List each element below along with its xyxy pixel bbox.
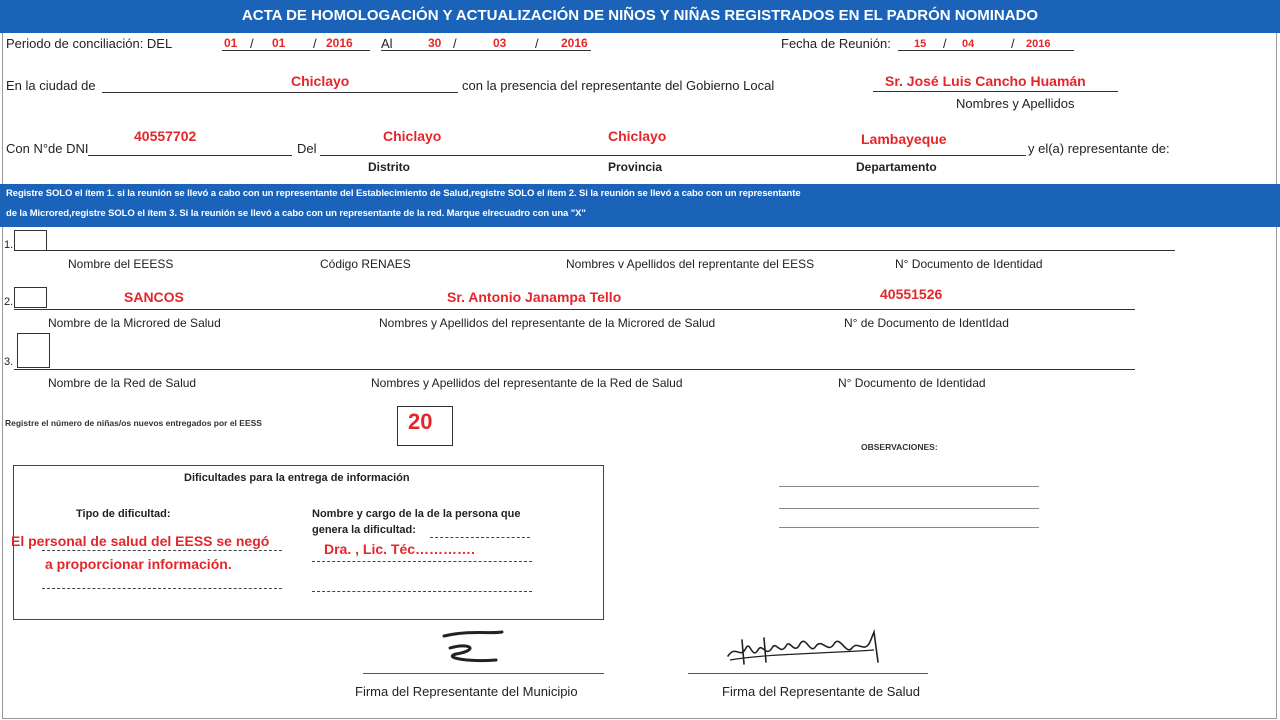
period-from-month: 01	[272, 36, 286, 50]
difficulty-type-label: Tipo de dificultad:	[76, 508, 171, 520]
item-1-number: 1.	[4, 239, 14, 251]
item-3-caption-name: Nombre de la Red de Salud	[48, 376, 197, 390]
municipality-signature-line	[363, 673, 604, 674]
item-2-line	[14, 309, 1135, 310]
local-rep-caption: Nombres y Apellidos	[956, 96, 1075, 111]
period-to-month: 03	[493, 36, 507, 50]
observations-label: OBSERVACIONES:	[861, 442, 938, 452]
health-signature-line	[688, 673, 928, 674]
meeting-day: 15	[914, 38, 927, 50]
item-2-checkbox[interactable]	[14, 287, 47, 308]
item-3-line	[14, 369, 1135, 370]
difficulty-type-dash-2	[42, 588, 282, 589]
instruction-band	[0, 184, 1280, 227]
period-sep: /	[313, 36, 317, 51]
difficulties-title: Dificultades para la entrega de información	[184, 472, 410, 484]
period-to-year: 2016	[561, 36, 588, 50]
district-caption: Distrito	[368, 160, 410, 174]
item-3-number: 3.	[4, 356, 14, 368]
period-sep: /	[250, 36, 254, 51]
difficulty-person-dash-2	[312, 591, 532, 592]
represents-label: y el(a) representante de:	[1028, 141, 1170, 156]
difficulty-person-label-1: Nombre y cargo de la de la persona que	[312, 508, 521, 520]
difficulty-type-value-2: a proporcionar información.	[45, 556, 232, 572]
difficulty-person-value: Dra. , Lic. Téc………….	[324, 541, 475, 557]
difficulty-person-dash-1	[312, 561, 532, 562]
item-3-caption-rep: Nombres y Apellidos del representante de la Red de Salud	[371, 376, 683, 390]
new-children-label: Registre el número de niñas/os nuevos entregados por el EESS	[5, 418, 262, 428]
period-al-label: Al	[381, 36, 393, 51]
item-1-caption-rep: Nombres v Apellidos del reprentante del EESS	[566, 257, 815, 271]
department-caption: Departamento	[856, 160, 937, 174]
period-to-day: 30	[428, 36, 442, 50]
new-children-value: 20	[408, 409, 433, 434]
instruction-line-1: Registre SOLO el ítem 1. si la reunión se llevó a cabo con un representante del Establecimiento de Salud,registre SOLO el ítem 2. Si la reunión se llevó a cabo con un representante	[6, 188, 801, 199]
new-children-box[interactable]	[397, 406, 453, 446]
department-value: Lambayeque	[861, 131, 947, 147]
item-3-checkbox[interactable]	[17, 333, 50, 368]
item-2-caption-name: Nombre de la Microred de Salud	[48, 316, 221, 330]
difficulty-person-label-2: genera la dificultad:	[312, 524, 416, 536]
period-label: Periodo de conciliación: DEL	[6, 36, 173, 51]
local-rep-value: Sr. José Luis Cancho Huamán	[885, 73, 1086, 89]
difficulty-type-value-1: El personal de salud del EESS se negó	[11, 533, 270, 549]
meeting-year: 2016	[1026, 38, 1051, 50]
item-1-checkbox[interactable]	[14, 230, 47, 251]
item-1-caption-code: Código RENAES	[320, 257, 411, 271]
municipality-signature-caption: Firma del Representante del Municipio	[355, 684, 578, 699]
dni-value: 40557702	[134, 128, 197, 144]
presence-label: con la presencia del representante del Gobierno Local	[462, 78, 775, 93]
period-from-year: 2016	[326, 36, 353, 50]
item-2-doc-value: 40551526	[880, 286, 943, 302]
dni-line	[88, 155, 292, 156]
city-label: En la ciudad de	[6, 78, 96, 93]
instruction-line-2: de la Microred,registre SOLO el ítem 3. Si la reunión se llevó a cabo con un representante de la red. Marque elrecuadro con una "X"	[6, 208, 586, 219]
item-1-caption-name: Nombre del EEESS	[68, 257, 174, 271]
difficulty-type-dash-1	[42, 550, 282, 551]
period-to-line	[381, 50, 591, 51]
meeting-month: 04	[962, 38, 975, 50]
meeting-sep: /	[1011, 36, 1015, 51]
item-1-caption-doc: N° Documento de Identidad	[895, 257, 1043, 271]
health-signature-icon	[724, 626, 886, 672]
item-2-rep-value: Sr. Antonio Janampa Tello	[447, 289, 622, 305]
province-caption: Provincia	[608, 160, 663, 174]
item-2-number: 2.	[4, 296, 14, 308]
period-from-line	[222, 50, 370, 51]
difficulty-person-dash-0	[430, 537, 530, 538]
province-value: Chiclayo	[608, 128, 667, 144]
form-title: ACTA DE HOMOLOGACIÓN Y ACTUALIZACIÓN DE NIÑOS Y NIÑAS REGISTRADOS EN EL PADRÓN NOMINADO	[0, 0, 1280, 33]
item-2-caption-doc: N° de Documento de IdentIdad	[844, 316, 1009, 330]
city-value: Chiclayo	[291, 73, 350, 89]
observations-line-2	[779, 508, 1039, 509]
item-1-line	[14, 250, 1175, 251]
local-rep-line	[873, 91, 1118, 92]
period-sep: /	[535, 36, 539, 51]
period-from-day: 01	[224, 36, 238, 50]
meeting-sep: /	[943, 36, 947, 51]
item-2-caption-rep: Nombres y Apellidos del representante de la Microred de Salud	[379, 316, 716, 330]
municipality-signature-icon	[440, 628, 510, 674]
item-2-name-value: SANCOS	[124, 289, 184, 305]
city-line	[102, 92, 458, 93]
meeting-date-label: Fecha de Reunión:	[781, 36, 891, 51]
observations-line-1	[779, 486, 1039, 487]
del-label: Del	[297, 141, 317, 156]
item-3-caption-doc: N° Documento de Identidad	[838, 376, 986, 390]
dni-label: Con N°de DNI	[6, 141, 89, 156]
observations-line-3	[779, 527, 1039, 528]
health-signature-caption: Firma del Representante de Salud	[722, 684, 921, 699]
meeting-date-line	[898, 50, 1074, 51]
location-line	[320, 155, 1026, 156]
district-value: Chiclayo	[383, 128, 442, 144]
period-sep: /	[453, 36, 457, 51]
